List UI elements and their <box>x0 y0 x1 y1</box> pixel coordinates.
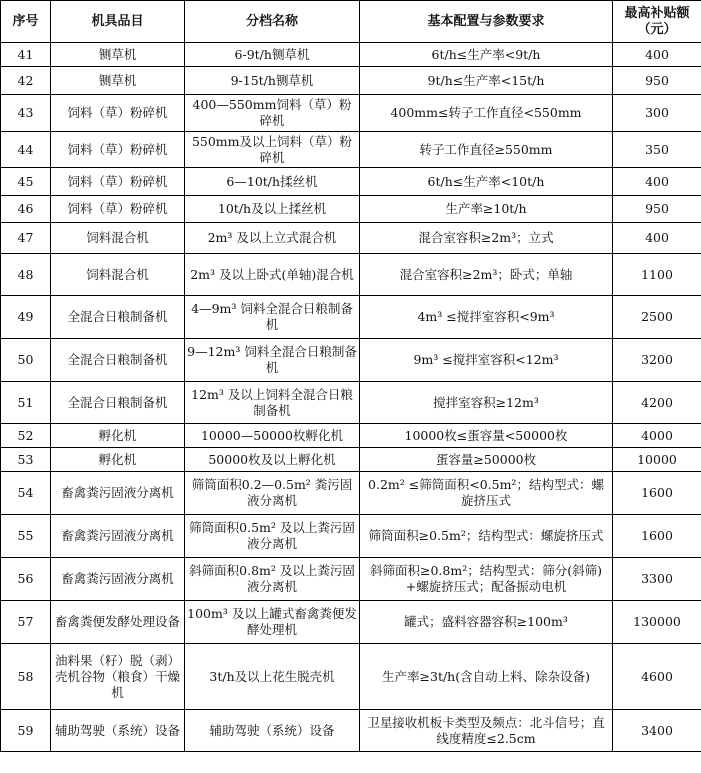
row-subsidy: 4000 <box>613 424 701 448</box>
row-no: 56 <box>1 558 51 601</box>
row-no: 59 <box>1 710 51 752</box>
row-spec: 搅拌室容积≥12m³ <box>360 382 613 424</box>
row-grade: 6-9t/h铡草机 <box>185 43 360 67</box>
row-no: 45 <box>1 168 51 196</box>
row-subsidy: 950 <box>613 67 701 95</box>
row-grade: 筛筒面积0.5m² 及以上粪污固液分离机 <box>185 515 360 558</box>
row-grade: 2m³ 及以上卧式(单轴)混合机 <box>185 254 360 296</box>
table-row <box>1 43 701 67</box>
row-item: 饲料混合机 <box>51 223 185 254</box>
row-no: 47 <box>1 223 51 254</box>
row-grade: 4—9m³ 饲料全混合日粮制备机 <box>185 296 360 339</box>
row-item: 饲料（草）粉碎机 <box>51 132 185 168</box>
row-spec: 混合室容积≥2m³；立式 <box>360 223 613 254</box>
row-subsidy: 10000 <box>613 448 701 472</box>
row-grade: 辅助驾驶（系统）设备 <box>185 710 360 752</box>
table-row <box>1 168 701 196</box>
header-item: 机具品目 <box>51 1 185 43</box>
table-row <box>1 223 701 254</box>
table-row <box>1 558 701 601</box>
row-item: 畜禽粪污固液分离机 <box>51 515 185 558</box>
row-subsidy: 3400 <box>613 710 701 752</box>
row-item: 饲料（草）粉碎机 <box>51 95 185 132</box>
row-item: 铡草机 <box>51 43 185 67</box>
row-spec: 生产率≥3t/h(含自动上料、除杂设备) <box>360 644 613 710</box>
row-subsidy: 400 <box>613 43 701 67</box>
table-row <box>1 515 701 558</box>
row-grade: 3t/h及以上花生脱壳机 <box>185 644 360 710</box>
row-subsidy: 2500 <box>613 296 701 339</box>
row-item: 饲料混合机 <box>51 254 185 296</box>
row-no: 44 <box>1 132 51 168</box>
row-grade: 6—10t/h揉丝机 <box>185 168 360 196</box>
row-item: 铡草机 <box>51 67 185 95</box>
row-subsidy: 300 <box>613 95 701 132</box>
row-grade: 50000枚及以上孵化机 <box>185 448 360 472</box>
row-grade: 550mm及以上饲料（草）粉碎机 <box>185 132 360 168</box>
row-subsidy: 1600 <box>613 472 701 515</box>
row-no: 41 <box>1 43 51 67</box>
row-item: 全混合日粮制备机 <box>51 339 185 382</box>
row-spec: 斜筛面积≥0.8m²；结构型式：筛分(斜筛)+螺旋挤压式；配备振动电机 <box>360 558 613 601</box>
row-subsidy: 950 <box>613 196 701 223</box>
row-spec: 混合室容积≥2m³；卧式；单轴 <box>360 254 613 296</box>
table-row <box>1 424 701 448</box>
row-item: 畜禽粪污固液分离机 <box>51 558 185 601</box>
row-no: 42 <box>1 67 51 95</box>
row-item: 油料果（籽）脱（剥）壳机谷物（粮食）干燥机 <box>51 644 185 710</box>
row-no: 55 <box>1 515 51 558</box>
row-item: 饲料（草）粉碎机 <box>51 196 185 223</box>
row-spec: 0.2m² ≤筛筒面积<0.5m²；结构型式：螺旋挤压式 <box>360 472 613 515</box>
table-row <box>1 644 701 710</box>
table-row <box>1 601 701 644</box>
row-subsidy: 400 <box>613 168 701 196</box>
table-row <box>1 382 701 424</box>
row-spec: 筛筒面积≥0.5m²；结构型式：螺旋挤压式 <box>360 515 613 558</box>
row-subsidy: 4600 <box>613 644 701 710</box>
table-row <box>1 254 701 296</box>
row-no: 49 <box>1 296 51 339</box>
table-row <box>1 448 701 472</box>
row-item: 饲料（草）粉碎机 <box>51 168 185 196</box>
row-spec: 9t/h≤生产率<15t/h <box>360 67 613 95</box>
row-grade: 筛筒面积0.2—0.5m² 粪污固液分离机 <box>185 472 360 515</box>
table-row <box>1 296 701 339</box>
row-grade: 2m³ 及以上立式混合机 <box>185 223 360 254</box>
row-spec: 蛋容量≥50000枚 <box>360 448 613 472</box>
row-spec: 卫星接收机板卡类型及频点：北斗信号；直线度精度≤2.5cm <box>360 710 613 752</box>
row-spec: 400mm≤转子工作直径<550mm <box>360 95 613 132</box>
row-grade: 10t/h及以上揉丝机 <box>185 196 360 223</box>
row-subsidy: 1600 <box>613 515 701 558</box>
row-subsidy: 400 <box>613 223 701 254</box>
row-spec: 4m³ ≤搅拌室容积<9m³ <box>360 296 613 339</box>
header-subsidy: 最高补贴额（元） <box>613 1 701 43</box>
table-row <box>1 67 701 95</box>
row-grade: 10000—50000枚孵化机 <box>185 424 360 448</box>
row-spec: 6t/h≤生产率<10t/h <box>360 168 613 196</box>
table-row <box>1 472 701 515</box>
row-subsidy: 4200 <box>613 382 701 424</box>
row-item: 辅助驾驶（系统）设备 <box>51 710 185 752</box>
header-spec: 基本配置与参数要求 <box>360 1 613 43</box>
row-item: 全混合日粮制备机 <box>51 382 185 424</box>
table-row <box>1 132 701 168</box>
row-grade: 12m³ 及以上饲料全混合日粮制备机 <box>185 382 360 424</box>
table-row <box>1 339 701 382</box>
row-item: 孵化机 <box>51 424 185 448</box>
row-no: 50 <box>1 339 51 382</box>
row-spec: 罐式；盛料容器容积≥100m³ <box>360 601 613 644</box>
row-item: 畜禽粪便发酵处理设备 <box>51 601 185 644</box>
header-grade: 分档名称 <box>185 1 360 43</box>
row-no: 53 <box>1 448 51 472</box>
row-grade: 400—550mm饲料（草）粉碎机 <box>185 95 360 132</box>
row-item: 孵化机 <box>51 448 185 472</box>
row-subsidy: 350 <box>613 132 701 168</box>
row-subsidy: 130000 <box>613 601 701 644</box>
row-no: 51 <box>1 382 51 424</box>
row-grade: 9—12m³ 饲料全混合日粮制备机 <box>185 339 360 382</box>
row-no: 46 <box>1 196 51 223</box>
row-no: 58 <box>1 644 51 710</box>
row-spec: 10000枚≤蛋容量<50000枚 <box>360 424 613 448</box>
table-row <box>1 710 701 752</box>
row-no: 48 <box>1 254 51 296</box>
row-no: 54 <box>1 472 51 515</box>
row-spec: 9m³ ≤搅拌室容积<12m³ <box>360 339 613 382</box>
row-grade: 100m³ 及以上罐式畜禽粪便发酵处理机 <box>185 601 360 644</box>
row-spec: 6t/h≤生产率<9t/h <box>360 43 613 67</box>
table-row <box>1 95 701 132</box>
row-grade: 9-15t/h铡草机 <box>185 67 360 95</box>
table-row <box>1 196 701 223</box>
header-row <box>1 1 701 43</box>
row-grade: 斜筛面积0.8m² 及以上粪污固液分离机 <box>185 558 360 601</box>
header-no: 序号 <box>1 1 51 43</box>
row-no: 57 <box>1 601 51 644</box>
row-no: 43 <box>1 95 51 132</box>
row-subsidy: 1100 <box>613 254 701 296</box>
row-spec: 转子工作直径≥550mm <box>360 132 613 168</box>
row-subsidy: 3200 <box>613 339 701 382</box>
row-item: 全混合日粮制备机 <box>51 296 185 339</box>
row-spec: 生产率≥10t/h <box>360 196 613 223</box>
row-no: 52 <box>1 424 51 448</box>
row-item: 畜禽粪污固液分离机 <box>51 472 185 515</box>
row-subsidy: 3300 <box>613 558 701 601</box>
